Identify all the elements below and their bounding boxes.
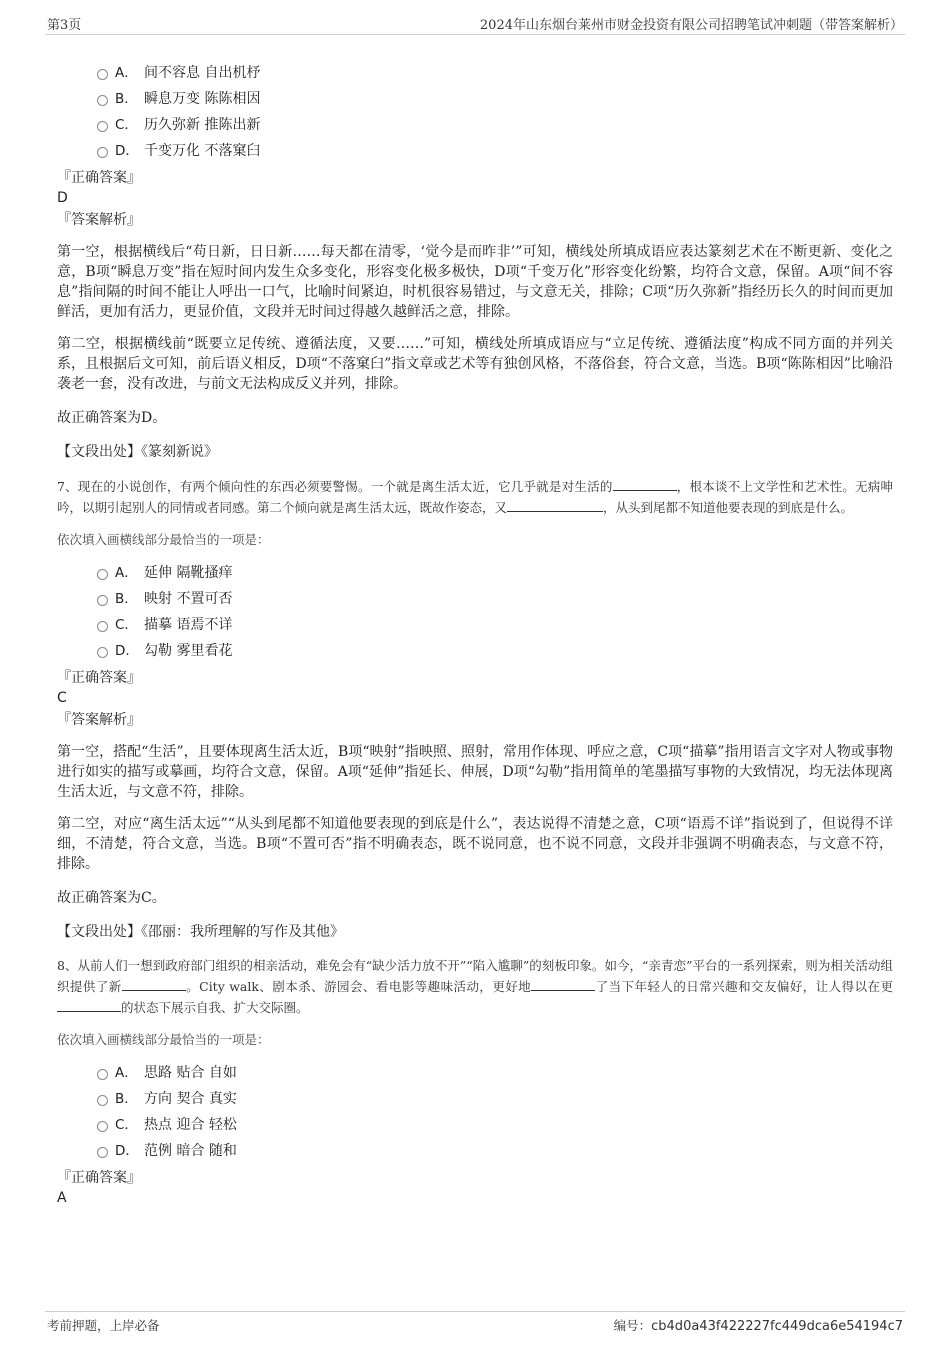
q7-answer: C <box>57 690 67 706</box>
q7-option-d[interactable]: D． 勾勒 雾里看花 <box>97 638 893 664</box>
q6-option-a[interactable]: A． 间不容息 自出机杼 <box>97 60 893 86</box>
q8-option-d[interactable]: D． 范例 暗合 随和 <box>97 1138 893 1164</box>
q7-stem: 7、现在的小说创作，有两个倾向性的东西必须要警惕。一个就是离生活太近，它几乎就是对生活的 ，根本谈不上文学性和艺术性。无病呻吟，以期引起别人的同情或者同感。第二个倾向就是离生活太远，既故作姿态，又 ，从头到尾都不知道他要表现的到底是什么。 <box>57 476 893 518</box>
q6-option-b[interactable]: B． 瞬息万变 陈陈相因 <box>97 86 893 112</box>
footer-slogan: 考前押题，上岸必备 <box>47 1318 160 1333</box>
radio-icon[interactable] <box>97 95 108 106</box>
q7-conclusion: 故正确答案为C。 <box>57 890 166 906</box>
q6-analysis-label: 『答案解析』 <box>57 212 141 228</box>
radio-icon[interactable] <box>97 621 108 632</box>
q7-option-b[interactable]: B． 映射 不置可否 <box>97 586 893 612</box>
q8-option-a[interactable]: A． 思路 贴合 自如 <box>97 1060 893 1086</box>
q7-option-a[interactable]: A． 延伸 隔靴搔痒 <box>97 560 893 586</box>
q6-analysis-p2: 第二空，根据横线前“既要立足传统、遵循法度，又要……”可知，横线处所填成语应与“立足传统、遵循法度”构成不同方面的并列关系，且根据后文可知，前后语义相反，D项“不落窠臼”指文章或艺术等有独创风格，不落俗套，符合文意，当选。B项“陈陈相因”比喻沿袭老一套，没有改进，与前文无法构成反义并列，排除。 <box>57 336 893 392</box>
q7-option-c[interactable]: C． 描摹 语焉不详 <box>97 612 893 638</box>
q6-source: 【文段出处】《篆刻新说》 <box>57 444 218 460</box>
q6-option-d[interactable]: D． 千变万化 不落窠臼 <box>97 138 893 164</box>
q8-answer-label: 『正确答案』 <box>57 1170 141 1186</box>
q8-option-c[interactable]: C． 热点 迎合 轻松 <box>97 1112 893 1138</box>
q6-answer-label: 『正确答案』 <box>57 170 141 186</box>
blank-line <box>57 997 121 1012</box>
blank-line <box>122 976 186 991</box>
q8-stem: 8、从前人们一想到政府部门组织的相亲活动，难免会有“缺少活力放不开”“陷入尴聊”的刻板印象。如今，“亲青恋”平台的一系列探索，则为相关活动组织提供了新 。City walk、剧本杀、游园会、看电影等趣味活动，更好地 了当下年轻人的日常兴趣和交友偏好，让人得以在更的状态下展示自我、扩大交际圈。 <box>57 958 893 1015</box>
q7-options <box>57 560 893 664</box>
radio-icon[interactable] <box>97 69 108 80</box>
radio-icon[interactable] <box>97 569 108 580</box>
blank-line <box>507 497 603 512</box>
radio-icon[interactable] <box>97 121 108 132</box>
q6-answer: D <box>57 190 68 206</box>
q6-options <box>57 60 893 164</box>
radio-icon[interactable] <box>97 647 108 658</box>
q8-answer: A <box>57 1190 67 1206</box>
page-header <box>45 12 905 35</box>
q7-answer-label: 『正确答案』 <box>57 670 141 686</box>
blank-line <box>531 976 595 991</box>
radio-icon[interactable] <box>97 1121 108 1132</box>
q6-conclusion: 故正确答案为D。 <box>57 410 167 426</box>
q7-analysis-label: 『答案解析』 <box>57 712 141 728</box>
document-body <box>57 60 893 1208</box>
radio-icon[interactable] <box>97 1147 108 1158</box>
q6-option-c[interactable]: C． 历久弥新 推陈出新 <box>97 112 893 138</box>
document-code: 编号：cb4d0a43f422227fc449dca6e54194c7 <box>613 1318 903 1334</box>
radio-icon[interactable] <box>97 595 108 606</box>
q7-prompt: 依次填入画横线部分最恰当的一项是： <box>57 532 270 547</box>
blank-line <box>613 476 677 491</box>
radio-icon[interactable] <box>97 147 108 158</box>
radio-icon[interactable] <box>97 1095 108 1106</box>
q8-options <box>57 1060 893 1164</box>
q7-analysis-p2: 第二空，对应“离生活太远”“从头到尾都不知道他要表现的到底是什么”，表达说得不清楚之意，C项“语焉不详”指说到了，但说得不详细，不清楚，符合文意，当选。B项“不置可否”指不明确表态，既不说同意，也不说不同意，文段并非强调不明确表态，与文意不符，排除。 <box>57 816 893 872</box>
q6-analysis-p1: 第一空，根据横线后“苟日新，日日新……每天都在清零，‘觉今是而昨非’”可知，横线处所填成语应表达篆刻艺术在不断更新、变化之意，B项“瞬息万变”指在短时间内发生众多变化，形容变化极多极快，D项“千变万化”形容变化纷繁，均符合文意，保留。A项“间不容息”指间隔的时间不能让人呼出一口气，比喻时间紧迫，时机很容易错过，与文意无关，排除；C项“历久弥新”指经历长久的时间而更加鲜活，更加有活力，更显价值，文段并无时间过得越久越鲜活之意，排除。 <box>57 244 893 320</box>
radio-icon[interactable] <box>97 1069 108 1080</box>
document-title: 2024年山东烟台莱州市财金投资有限公司招聘笔试冲刺题（带答案解析） <box>479 18 903 33</box>
q8-option-b[interactable]: B． 方向 契合 真实 <box>97 1086 893 1112</box>
q7-source: 【文段出处】《邵丽：我所理解的写作及其他》 <box>57 924 344 940</box>
page-number: 第3页 <box>47 18 82 33</box>
q7-analysis-p1: 第一空，搭配“生活”，且要体现离生活太近，B项“映射”指映照、照射，常用作体现、呼应之意，C项“描摹”指用语言文字对人物或事物进行如实的描写或摹画，均符合文意，保留。A项“延伸”指延长、伸展，D项“勾勒”指用简单的笔墨描写事物的大致情况，均无法体现离生活太近，与文意不符，排除。 <box>57 744 893 800</box>
q8-prompt: 依次填入画横线部分最恰当的一项是： <box>57 1032 270 1047</box>
page-footer <box>45 1311 905 1338</box>
